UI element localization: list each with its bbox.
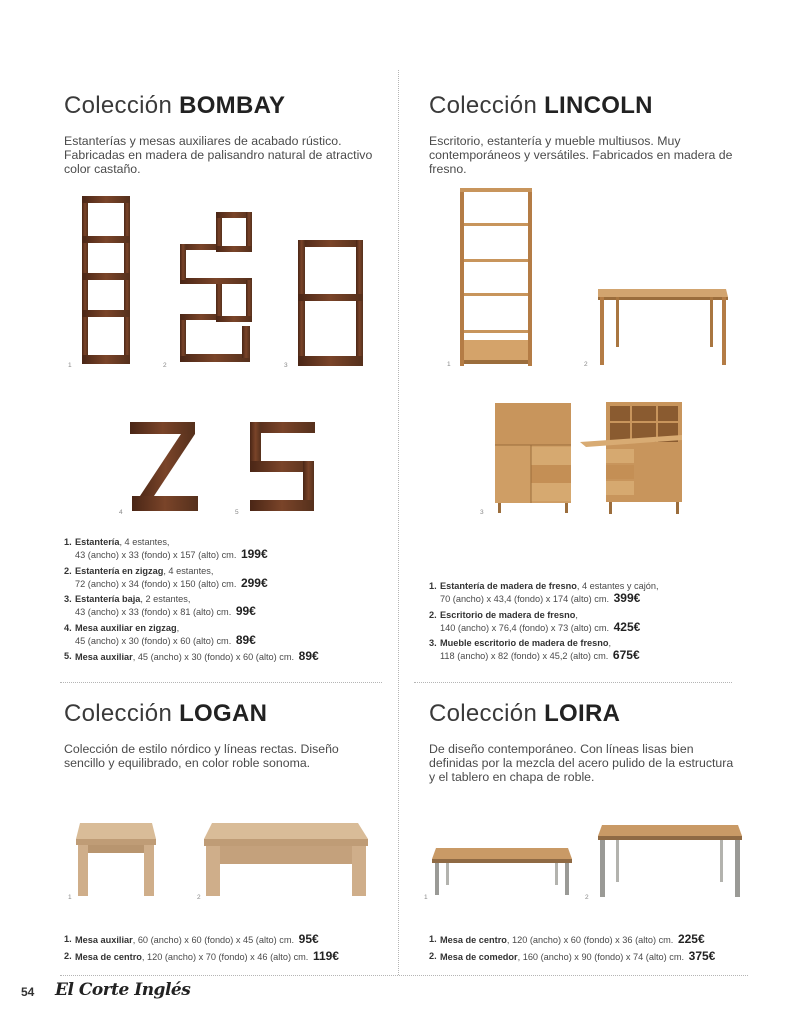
lincoln-fig-number-1: 1: [447, 361, 451, 368]
list-item: [429, 933, 749, 946]
bombay-shelf-tall-image: [82, 196, 130, 364]
item-description: Mesa de centro, 120 (ancho) x 70 (fondo) x 46 (alto) cm. 119€: [75, 948, 339, 963]
item-number: 2.: [64, 950, 72, 961]
loira-description: De diseño contemporáneo. Con líneas lisas bien definidas por la mezcla del acero pulido de la estructura y el tablero en chapa de roble.: [429, 742, 734, 784]
item-description: Estantería, 4 estantes, 43 (ancho) x 33 (fondo) x 157 (alto) cm. 199€: [75, 537, 268, 561]
item-name: Estantería baja: [75, 594, 141, 604]
item-description: Mesa auxiliar, 60 (ancho) x 60 (fondo) x 45 (alto) cm. 95€: [75, 932, 319, 946]
item-number: 2.: [429, 950, 437, 961]
bombay-fig-number-1: 1: [68, 362, 72, 369]
item-name: Mesa auxiliar: [75, 935, 133, 945]
bombay-fig-number-5: 5: [235, 509, 239, 516]
lincoln-title-prefix: Colección: [429, 92, 538, 119]
bombay-fig-number-3: 3: [284, 362, 288, 369]
item-number: 3.: [64, 594, 72, 604]
bombay-title: [64, 92, 374, 120]
item-price: 95€: [298, 932, 319, 946]
logan-product-list: [64, 933, 384, 966]
item-name: Estantería: [75, 537, 120, 547]
item-price: 425€: [613, 619, 641, 634]
logan-side-table-image: [76, 823, 156, 896]
list-item: [64, 622, 384, 647]
item-description: Mesa de comedor, 160 (ancho) x 90 (fondo) x 74 (alto) cm. 375€: [440, 948, 716, 963]
item-description: Escritorio de madera de fresno, 140 (ancho) x 76,4 (fondo) x 73 (alto) cm. 425€: [440, 609, 641, 634]
item-description: Estantería en zigzag, 4 estantes, 72 (ancho) x 34 (fondo) x 150 (alto) cm. 299€: [75, 565, 268, 590]
loira-dining-table-image: [598, 825, 742, 897]
list-item: [429, 950, 749, 963]
item-name: Mesa de comedor: [440, 951, 518, 962]
item-number: 1.: [429, 581, 437, 591]
column-divider: [398, 70, 399, 975]
loira-title-name: LOIRA: [544, 700, 621, 727]
loira-fig-number-2: 2: [585, 894, 589, 901]
list-item: [64, 933, 384, 946]
item-name: Mesa auxiliar: [75, 652, 133, 662]
bombay-section: [64, 92, 374, 176]
list-item: [429, 580, 739, 605]
logan-fig-number-2: 2: [197, 894, 201, 901]
logan-product-images: [60, 815, 380, 905]
logan-title-prefix: Colección: [64, 700, 173, 727]
loira-section: [429, 700, 739, 784]
item-price: 399€: [613, 591, 641, 605]
lincoln-secretary-closed-image: [495, 403, 571, 513]
item-description: Mesa de centro, 120 (ancho) x 60 (fondo) x 36 (alto) cm. 225€: [440, 932, 705, 946]
footer-divider: [60, 975, 748, 976]
item-name: Estantería de madera de fresno: [440, 581, 577, 591]
item-price: 89€: [298, 649, 319, 663]
item-number: 2.: [64, 565, 72, 576]
bombay-shelf-low-image: [298, 240, 363, 366]
lincoln-fig-number-2: 2: [584, 361, 588, 368]
item-name: Mueble escritorio de madera de fresno: [440, 638, 609, 648]
bombay-title-name: BOMBAY: [179, 92, 286, 119]
lincoln-title-name: LINCOLN: [544, 92, 653, 119]
loira-coffee-table-image: [432, 848, 572, 895]
lincoln-section: [429, 92, 739, 176]
list-item: [64, 950, 384, 963]
loira-fig-number-1: 1: [424, 894, 428, 901]
item-number: 5.: [64, 651, 72, 661]
page-number: 54: [21, 985, 35, 999]
bombay-table-s-image: [250, 422, 315, 511]
loira-product-images: [420, 815, 745, 905]
logan-fig-number-1: 1: [68, 894, 72, 901]
item-name: Escritorio de madera de fresno: [440, 609, 576, 620]
bombay-description: Estanterías y mesas auxiliares de acabado rústico. Fabricadas en madera de palisandro natural de atractivo color castaño.: [64, 134, 373, 176]
item-price: 675€: [612, 648, 640, 662]
logan-title-name: LOGAN: [179, 700, 268, 727]
logan-description: Colección de estilo nórdico y líneas rectas. Diseño sencillo y equilibrado, en color roble sonoma.: [64, 742, 339, 770]
list-item: [429, 637, 739, 662]
lincoln-bookshelf-image: [460, 188, 532, 366]
item-price: 225€: [677, 932, 705, 946]
item-number: 1.: [64, 537, 72, 547]
item-name: Mesa auxiliar en zigzag: [75, 622, 177, 633]
lincoln-product-images: [420, 185, 740, 520]
bombay-fig-number-4: 4: [119, 509, 123, 516]
bombay-fig-number-2: 2: [163, 362, 167, 369]
loira-title-prefix: Colección: [429, 700, 538, 727]
item-number: 4.: [64, 622, 72, 633]
lincoln-description: Escritorio, estantería y mueble multiusos. Muy contemporáneos y versátiles. Fabricados en madera de fresno.: [429, 134, 733, 176]
lincoln-desk-image: [598, 289, 728, 365]
item-price: 375€: [688, 948, 716, 963]
item-price: 89€: [235, 632, 256, 647]
item-number: 2.: [429, 609, 437, 620]
lincoln-title: [429, 92, 739, 120]
list-item: [64, 593, 384, 618]
item-number: 3.: [429, 638, 437, 648]
bombay-table-zigzag-image: [130, 422, 198, 511]
item-name: Mesa de centro: [75, 951, 142, 962]
lincoln-product-list: [429, 580, 739, 666]
el-corte-ingles-logo: El Corte Inglés: [55, 980, 191, 1000]
item-price: 199€: [240, 547, 268, 561]
item-price: 299€: [240, 575, 268, 590]
item-name: Mesa de centro: [440, 935, 507, 945]
item-description: Mesa auxiliar, 45 (ancho) x 30 (fondo) x 60 (alto) cm. 89€: [75, 649, 319, 663]
item-description: Mueble escritorio de madera de fresno, 118 (ancho) x 82 (fondo) x 45,2 (alto) cm. 675€: [440, 638, 640, 662]
lincoln-secretary-open-image: [580, 402, 682, 514]
logan-title: [64, 700, 374, 728]
list-item: [64, 650, 384, 663]
list-item: [64, 565, 384, 590]
lincoln-fig-number-3: 3: [480, 509, 484, 516]
item-number: 1.: [429, 934, 437, 944]
item-description: Estantería de madera de fresno, 4 estantes y cajón, 70 (ancho) x 43,4 (fondo) x 174 (alto) cm. 399€: [440, 581, 659, 605]
loira-title: [429, 700, 739, 728]
logan-section: [64, 700, 374, 770]
row-divider-left: [60, 682, 382, 683]
row-divider-right: [414, 682, 732, 683]
item-price: 99€: [235, 604, 256, 618]
item-name: Estantería en zigzag: [75, 565, 164, 576]
list-item: [429, 609, 739, 634]
item-description: Estantería baja, 2 estantes, 43 (ancho) x 33 (fondo) x 81 (alto) cm. 99€: [75, 594, 256, 618]
bombay-shelf-zigzag-image: [180, 212, 252, 362]
bombay-product-list: [64, 536, 384, 667]
item-description: Mesa auxiliar en zigzag, 45 (ancho) x 30 (fondo) x 60 (alto) cm. 89€: [75, 622, 256, 647]
item-price: 119€: [312, 948, 339, 963]
bombay-title-prefix: Colección: [64, 92, 173, 119]
logan-coffee-table-image: [204, 823, 368, 896]
list-item: [64, 536, 384, 561]
item-number: 1.: [64, 934, 72, 944]
loira-product-list: [429, 933, 749, 966]
bombay-product-images: [60, 190, 380, 520]
